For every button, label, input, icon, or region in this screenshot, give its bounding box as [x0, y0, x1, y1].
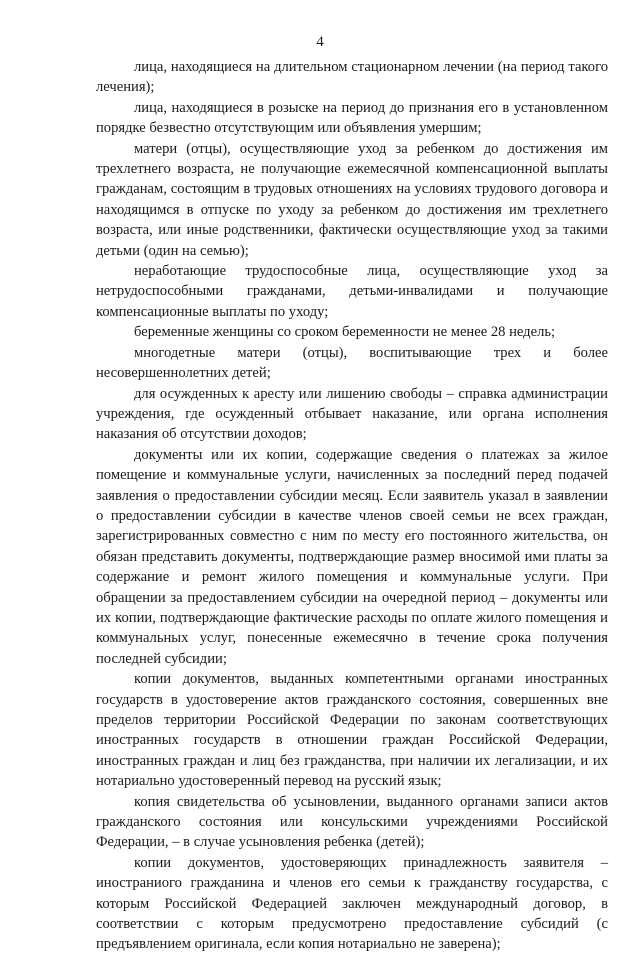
paragraph-caregivers: неработающие трудоспособные лица, осуществляющие уход за нетрудоспособными гражданами, детьми-инвалидами и получающие компенсационные выплаты по уходу;: [96, 263, 608, 320]
page-number: 4: [316, 34, 324, 50]
paragraph-inpatient-treatment: лица, находящиеся на длительном стационарном лечении (на период такого лечения);: [96, 59, 608, 96]
paragraph-pregnant-women: беременные женщины со сроком беременности не менее 28 недель;: [134, 324, 556, 341]
paragraph-wanted-persons: лица, находящиеся в розыске на период до признания его в установленном порядке безвестно отсутствующим или объявления умершим;: [96, 99, 608, 137]
paragraph-adoption-certificate: копия свидетельства об усыновлении, выданного органами записи актов гражданского состояния или консульскими учреждениями Российской Федерации, – в случае усыновления ребенка (детей);: [96, 793, 608, 851]
paragraph-convicted-persons: для осужденных к аресту или лишению свободы – справка администрации учреждения, где осужденный отбывает наказание, или органа исполнения наказания об отсутствии доходов;: [96, 385, 608, 443]
paragraph-foreign-documents: копии документов, выданных компетентными органами иностранных государств в удостоверение актов гражданского состояния, совершенных вне пределов территории Российской Федерации по законам соответствующих иностранных государств в отношении граждан Российской Федерации, иностранных граждан и лиц без гражданства, при наличии их легализации, и их нотариально удостоверенный перевод на русский язык;: [96, 671, 608, 790]
paragraph-child-care-parents: матери (отцы), осуществляющие уход за ребенком до достижения им трехлетнего возраста, не получающие ежемесячной компенсационной выплаты гражданам, состоящим в трудовых отношениях на условиях трудового договора и находящимся в отпуске по уходу за ребенком до достижения им трехлетнего возраста, или иные родственники, фактически осуществляющие уход за такими детьми (один на семью);: [96, 140, 608, 259]
paragraph-payment-documents: документы или их копии, содержащие сведения о платежах за жилое помещение и коммунальные услуги, начисленных за последний перед подачей заявления о предоставлении субсидии месяц. Если заявитель указал в заявлении о предоставлении субсидии в качестве членов своей семьи не всех граждан, зарегистрированных совместно с ним по месту его постоянного жительства, он обязан представить документы, подтверждающие размер вносимой ими платы за содержание и ремонт жилого помещения и коммунальные услуги. При обращении за предоставлением субсидии на очередной период – документы или их копии, подтверждающие фактические расходы по оплате жилого помещения и коммунальных услуг, понесенные ежемесячно в течение срока получения последней субсидии;: [96, 446, 608, 667]
document-body: [96, 57, 608, 955]
paragraph-citizenship-documents: копии документов, удостоверяющих принадлежность заявителя – иностраниого гражданина и членов его семьи к гражданству государства, с которым Российской Федерацией заключен международный договор, в соответствии с которым предусмотрено предоставление субсидий (с предъявлением оригинала, если копия нотариально не заверена);: [96, 854, 608, 953]
paragraph-large-families: многодетные матери (отцы), воспитывающие трех и более несовершеннолетних детей;: [96, 344, 608, 382]
